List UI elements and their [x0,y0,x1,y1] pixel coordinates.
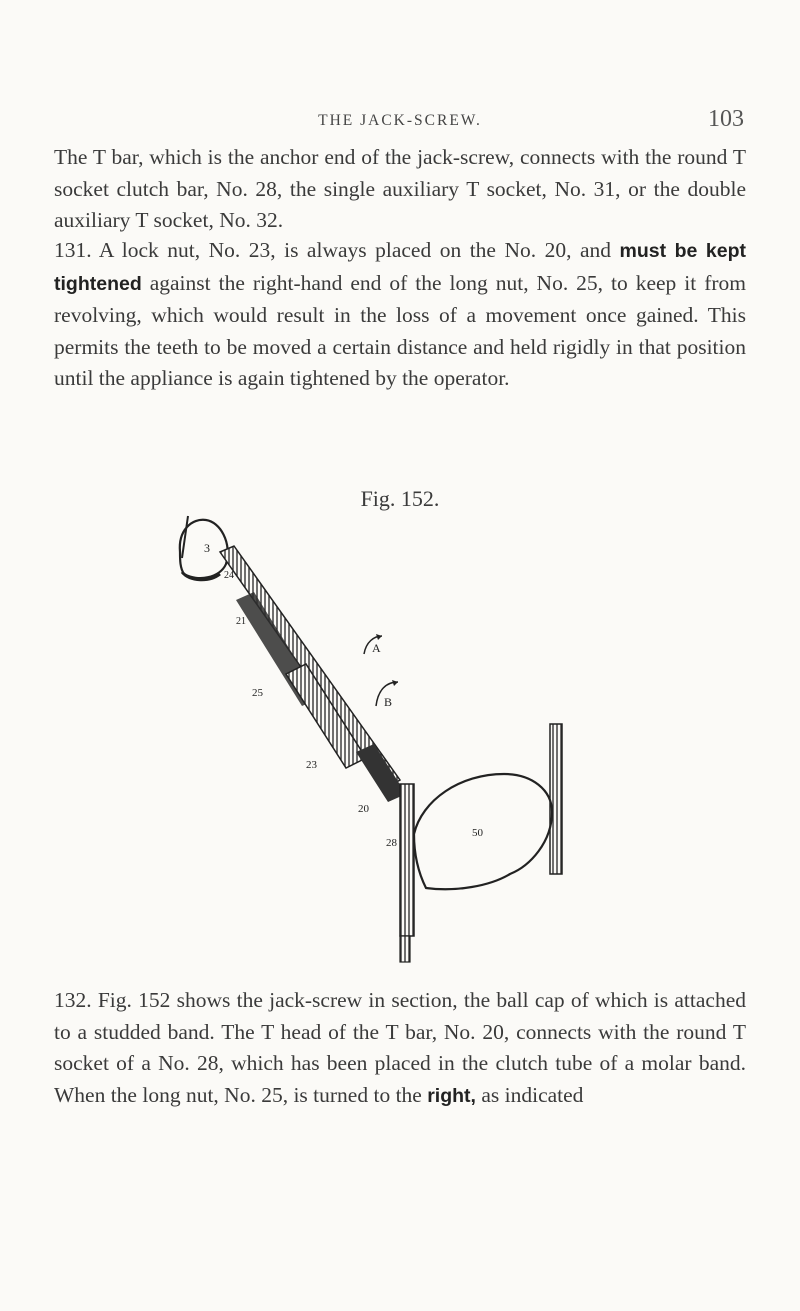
paragraph-number: 132. [54,988,92,1012]
label-24: 24 [224,570,234,581]
label-20: 20 [358,803,369,815]
jack-screw-figure [160,512,640,982]
label-21: 21 [236,616,246,627]
page-number: 103 [708,106,744,132]
emphasis-text: must be kept tightened [54,240,747,295]
paragraph-131 [54,235,746,395]
paragraph-text-continued: against the right-hand end of the long nut, No. 25, to keep it from revolving, which would result in the loss of a movement once gained. This permits the teeth to be moved a certain distance and held rigidly in that position until the appliance is again tightened by the operator. [54,270,746,390]
label-arrow-b: B [384,695,393,709]
running-head: THE JACK-SCREW. [318,112,482,129]
paragraph-132 [54,985,746,1112]
paragraph-text: A lock nut, No. 23, is always placed on the No. 20, and [91,238,620,262]
clutch-tube-right [550,724,562,874]
paragraph-text: Fig. 152 shows the jack-screw in section, the ball cap of which is attached to a studded band. The T head of the T bar, No. 20, connects with the round T socket of a No. 28, which has been placed in the clutch tube of a molar band. When the long nut, No. 25, is turned to the [54,988,746,1107]
molar-band [414,774,552,889]
paragraph-number: 131. [54,238,92,262]
emphasis-text: right, [427,1084,476,1107]
label-arrow-a: A [372,641,381,655]
label-25: 25 [252,687,263,699]
label-28: 28 [386,837,397,849]
arrow-b [376,680,398,709]
paragraph-t-bar [54,142,746,237]
paragraph-text: The T bar, which is the anchor end of the jack-screw, connects with the round T socket clutch bar, No. 28, the single auxiliary T socket, No. 31, or the double auxiliary T socket, No. 32. [54,145,746,232]
label-23: 23 [306,759,317,771]
label-band: 50 [472,827,483,839]
t-socket-tube [400,784,414,962]
label-ball-cap: 3 [204,541,210,555]
arrow-a [364,634,382,655]
jack-screw-diagram [160,512,640,982]
figure-caption: Fig. 152. [360,486,440,511]
paragraph-text-continued: as indicated [475,1082,584,1107]
